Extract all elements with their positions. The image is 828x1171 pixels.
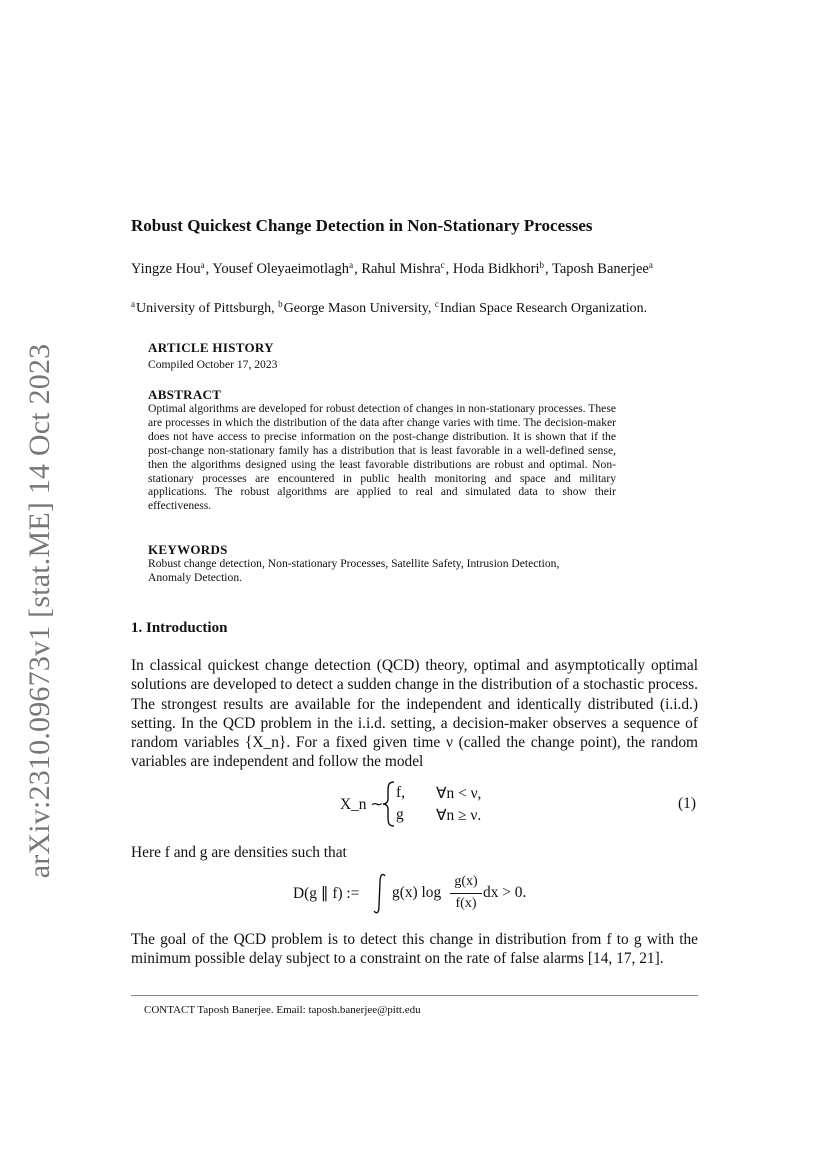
author: Yousef Oleyaeimotlagh	[212, 261, 350, 277]
affiliation-key: a	[131, 299, 135, 309]
eq1-lhs: X_n ∼	[340, 796, 384, 813]
author: Taposh Banerjee	[552, 261, 649, 277]
intro-paragraph-1: In classical quickest change detection (QCD) theory, optimal and asymptotically optimal solutions are developed to detect a sudden change in the distribution of a stochastic process. The strongest results are available for the independent and identically distributed (i.i.d.) setting. In the QCD problem in the i.i.d. setting, a decision-maker observes a sequence of random variables {X_n}. For a fixed given time ν (called the change point), the random variables are independent and follow the model	[131, 657, 698, 771]
equation-number: (1)	[678, 795, 696, 812]
section-title: 1. Introduction	[131, 620, 228, 636]
affiliation-mark: c	[440, 260, 445, 270]
compiled-date: Compiled October 17, 2023	[148, 358, 278, 371]
footnote-rule	[131, 995, 698, 996]
intro-paragraph-3: The goal of the QCD problem is to detect this change in distribution from f to g with the minimum possible delay subject to a constraint on the rate of false alarms [14, 17, 21].	[131, 931, 698, 968]
author: Yingze Hou	[131, 261, 201, 277]
integral-sign-icon	[372, 872, 388, 916]
abstract-text: Optimal algorithms are developed for robust detection of changes in non-stationary processes. These are processes in which the distribution of the data after change varies with time. The decision-maker does not have access to precise information on the post-change distribution. It is shown that if the post-change non-stationary family has a distribution that is least favorable in a well-defined sense, then the algorithms designed using the least favorable distributions are robust and optimal. Non-stationary processes are encountered in public health monitoring and space and military applications. The robust algorithms are applied to real and simulated data to show their effectiveness.	[148, 402, 616, 513]
affiliation: George Mason University,	[283, 301, 432, 316]
eq1-case2-condition: ∀n ≥ ν.	[436, 807, 482, 824]
eq2-denominator: f(x)	[455, 896, 477, 911]
keywords-heading: KEYWORDS	[148, 542, 228, 557]
affiliation-mark: a	[349, 260, 354, 270]
affiliation-mark: a	[648, 260, 653, 270]
eq2-integrand: g(x) log	[392, 884, 442, 901]
author: Rahul Mishra	[361, 261, 441, 277]
eq1-case2-value: g	[396, 806, 404, 823]
affiliation-mark: a	[200, 260, 205, 270]
author: Hoda Bidkhori	[452, 261, 540, 277]
affiliation-key: c	[434, 299, 439, 309]
affiliation-key: b	[278, 299, 283, 309]
paragraph-text: The goal of the QCD problem is to detect this change in distribution from f to g with the minimum possible delay subject to a constraint on the rate of false alarms	[131, 931, 698, 968]
affiliation: Indian Space Research Organization.	[439, 301, 648, 316]
left-brace-icon	[381, 780, 397, 828]
fraction-bar	[450, 893, 482, 894]
affiliation-mark: b	[539, 260, 544, 270]
arxiv-identifier: arXiv:2310.09673v1 [stat.ME] 14 Oct 2023	[23, 343, 56, 879]
intro-paragraph-2: Here f and g are densities such that	[131, 844, 347, 861]
citation-link[interactable]: 17	[616, 950, 632, 968]
citation-link[interactable]: 21	[639, 950, 655, 968]
contact-footnote: CONTACT Taposh Banerjee. Email: taposh.banerjee@pitt.edu	[144, 1004, 421, 1016]
eq1-case1-value: f,	[396, 784, 405, 801]
eq2-lhs: D(g ∥ f) :=	[293, 885, 360, 902]
eq2-rhs: dx > 0.	[483, 884, 527, 901]
arxiv-sidebar	[15, 343, 65, 879]
paper-title: Robust Quickest Change Detection in Non-Stationary Processes	[131, 216, 593, 235]
affiliation: University of Pittsburgh,	[136, 301, 275, 316]
eq1-case1-condition: ∀n < ν,	[436, 785, 482, 802]
keywords-text: Robust change detection, Non-stationary Processes, Satellite Safety, Intrusion Detection, Anomaly Detection.	[148, 557, 560, 584]
affiliations	[131, 299, 711, 317]
eq2-numerator: g(x)	[454, 874, 478, 889]
citation-link[interactable]: 14	[593, 950, 609, 968]
article-history-heading: ARTICLE HISTORY	[148, 340, 274, 355]
abstract-heading: ABSTRACT	[148, 387, 222, 402]
author-list: Yingze Hou$^a$, Yousef Oleyaeimotlagh$^a$, Rahul Mishra$^c$, Hoda Bidkhori$^b$, Taposh Banerjee$^a$	[131, 260, 653, 277]
